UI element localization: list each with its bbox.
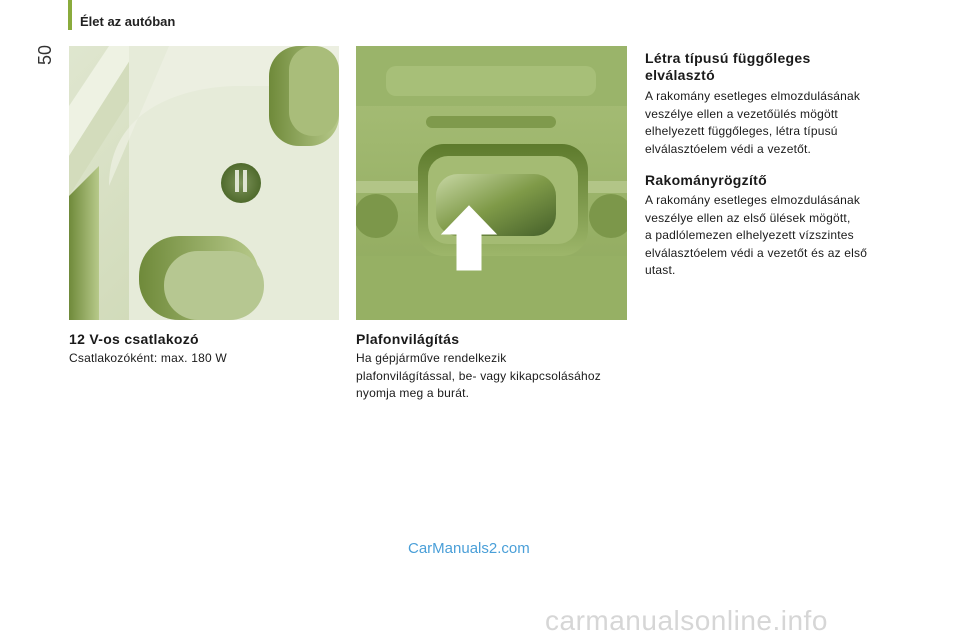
heading-line: elválasztó <box>645 67 715 83</box>
ceiling-light-illustration <box>356 46 627 320</box>
text-line: utast. <box>645 263 676 277</box>
page-number: 50 <box>35 44 55 66</box>
socket-illustration <box>69 46 339 320</box>
ladder-partition-text <box>645 88 860 158</box>
text-line: elválasztóelem védi a vezetőt. <box>645 141 812 156</box>
ceiling-light-heading: Plafonvilágítás <box>356 331 460 347</box>
text-line: veszélye ellen az első ülések mögött, <box>645 210 851 225</box>
ceiling-light-photo <box>356 46 627 320</box>
load-restraint-text <box>645 192 867 280</box>
text-line: elhelyezett függőleges, létra típusú <box>645 124 838 138</box>
ladder-partition-heading <box>645 50 811 84</box>
watermark-link[interactable]: CarManuals2.com <box>408 540 530 557</box>
watermark-footer: carmanualsonline.info <box>545 605 828 636</box>
text-line: plafonvilágítással, be- vagy kikapcsolásához <box>356 368 601 383</box>
socket-heading: 12 V-os csatlakozó <box>69 331 199 347</box>
section-accent-bar <box>68 0 72 30</box>
text-line: A rakomány esetleges elmozdulásának <box>645 193 861 207</box>
text-line: veszélye ellen a vezetőülés mögött <box>645 106 838 121</box>
text-line: A rakomány esetleges elmozdulásának <box>645 89 861 103</box>
load-restraint-heading: Rakományrögzítő <box>645 172 767 188</box>
heading-line: Létra típusú függőleges <box>645 50 811 66</box>
text-line: a padlólemezen elhelyezett vízszintes <box>645 228 854 242</box>
section-title: Élet az autóban <box>80 14 176 29</box>
text-line: elválasztóelem védi a vezetőt és az első <box>645 245 868 260</box>
text-line: Ha gépjárműve rendelkezik <box>356 351 507 365</box>
socket-text: Csatlakozóként: max. 180 W <box>69 351 227 365</box>
socket-photo <box>69 46 339 320</box>
ceiling-light-text <box>356 350 601 403</box>
text-line: nyomja meg a burát. <box>356 386 470 400</box>
